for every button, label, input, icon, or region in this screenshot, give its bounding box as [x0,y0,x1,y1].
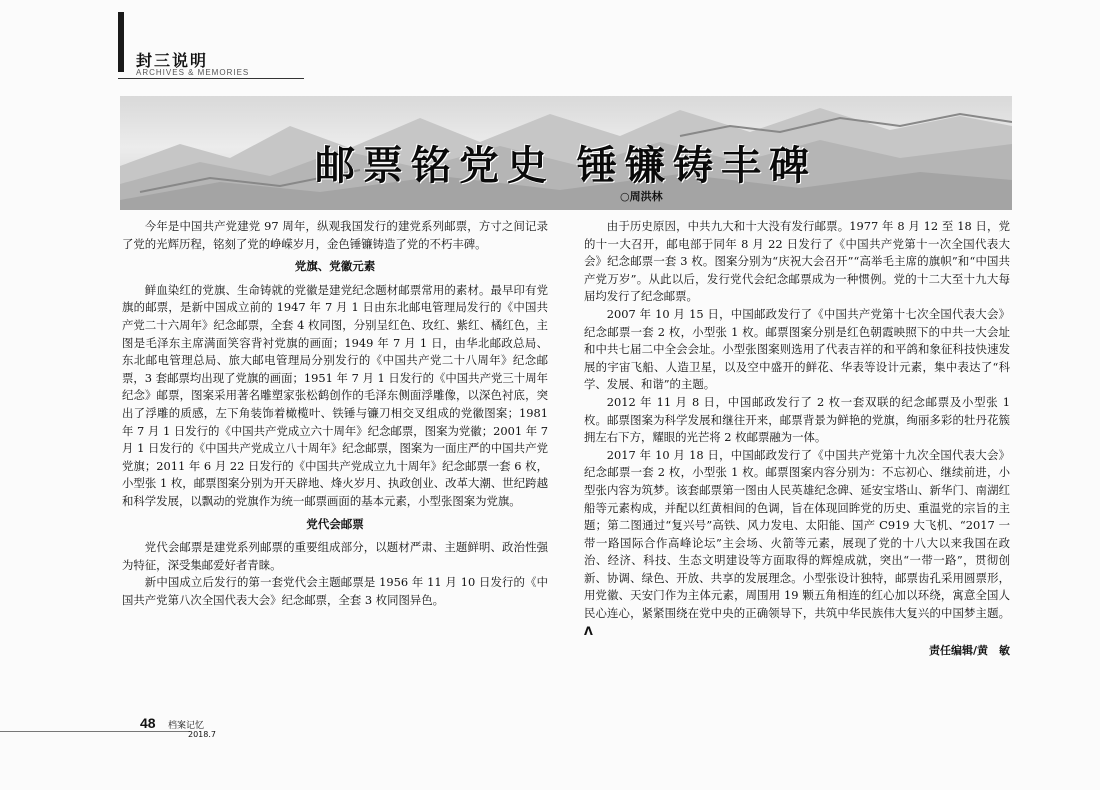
paragraph: 鲜血染红的党旗、生命铸就的党徽是建党纪念题材邮票常用的素材。最早印有党旗的邮票，是新中国成立前的 1947 年 7 月 1 日由东北邮电管理局发行的《中国共产党二十六周年》纪念邮票，全套 4 枚同图，分别呈红色、玫红、紫红、橘红色，主图是毛泽东主席满面笑容背衬党旗的画面；1949 年 7 月 1 日，由华北邮政总局、东北邮电管理总局、旅大邮电管理局分别发行的《中国共产党二十八周年》纪念邮票，3 套邮票均出现了党旗的画面；1951 年 7 月 1 日发行的《中国共产党三十周年纪念》邮票，图案采用著名雕塑家张松鹤创作的毛泽东侧面浮雕像，以深色衬底，突出了浮雕的质感，左下角装饰着橄榄叶、铁锤与镰刀相交叉组成的党徽图案；1981 年 7 月 1 日发行的《中国共产党成立六十周年》纪念邮票，图案为党徽；2001 年 7 月 1 日发行的《中国共产党成立八十周年》纪念邮票，图案为一面庄严的中国共产党党旗；2011 年 6 月 22 日发行的《中国共产党成立九十周年》纪念邮票一套 6 枚，小型张 1 枚，邮票图案分别为开天辟地、烽火岁月、执政创业、改革大潮、世纪跨越和科学发展，以飘动的党旗作为统一邮票画面的基本元素，小型张图案为党旗。 [122,282,548,508]
right-column [584,218,1010,660]
paragraph: 由于历史原因，中共九大和十大没有发行邮票。1977 年 8 月 12 至 18 日，党的十一大召开，邮电部于同年 8 月 22 日发行了《中国共产党第十一次全国代表大会》纪念邮票一套 3 枚。图案分别为“庆祝大会召开”“高举毛主席的旗帜”和“中国共产党万岁”。从此以后，发行党代会纪念邮票成为一种惯例。党的十二大至十九大每届均发行了纪念邮票。 [584,219,1010,304]
end-mark: Λ [584,623,593,638]
page-number: 48 [140,715,156,731]
header-rule [118,78,304,79]
section-title: 封三说明 [136,51,209,70]
title-banner [120,96,1012,210]
footer-rule [0,731,190,732]
responsible-editor: 责任编辑/黄 敏 [928,644,1010,658]
paragraph: 今年是中国共产党建党 97 周年，纵观我国发行的建党系列邮票，方寸之间记录了党的光辉历程，铭刻了党的峥嵘岁月，金色锤镰铸造了党的不朽丰碑。 [122,219,548,251]
paragraph: 党代会邮票是建党系列邮票的重要组成部分，以题材严肃、主题鲜明、政治性强为特征，深受集邮爱好者青睐。 [122,540,548,572]
paragraph-text: 2017 年 10 月 18 日，中国邮政发行了《中国共产党第十九次全国代表大会》纪念邮票一套 2 枚，小型张 1 枚。邮票图案内容分别为：不忘初心、继续前进，小型张内容为筑梦。该套邮票第一图由人民英雄纪念碑、延安宝塔山、新华门、南湖红船等元素构成，并配以红黄相间的色调，旨在体现回眸党的历史、重温党的宗旨的主题；第二图通过“复兴号”高铁、风力发电、太阳能、国产 C919 大飞机、“2017 一带一路国际合作高峰论坛”主会场、火箭等元素，展现了党的十八大以来我国在政治、经济、科技、生态文明建设等方面取得的辉煌成就，突出“一带一路”，贯彻创新、协调、绿色、开放、共享的发展理念。小型张设计独特，邮票齿孔采用圆票形，用党徽、天安门作为主体元素，周围用 19 颗五角相连的红心加以环绕，寓意全国人民心连心，紧紧围绕在党中央的正确领导下，共筑中华民族伟大复兴的中国梦主题。 [584,447,1010,621]
paragraph-last [584,447,1010,641]
paragraph: 2012 年 11 月 8 日，中国邮政发行了 2 枚一套双联的纪念邮票及小型张 1 枚。邮票图案为科学发展和继往开来，邮票背景为鲜艳的党旗，绚丽多彩的牡丹花簇拥左右下方，耀眼的光芒将 2 枚邮票融为一体。 [584,394,1010,445]
subheading-congress-stamps: 党代会邮票 [306,516,364,531]
left-column [122,218,548,609]
paragraph: 新中国成立后发行的第一套党代会主题邮票是 1956 年 11 月 10 日发行的《中国共产党第八次全国代表大会》纪念邮票，全套 3 枚同图异色。 [122,575,548,607]
section-subtitle: ARCHIVES & MEMORIES [136,68,250,77]
paragraph: 2007 年 10 月 15 日，中国邮政发行了《中国共产党第十七次全国代表大会》纪念邮票一套 2 枚，小型张 1 枚。邮票图案分别是红色朝霞映照下的中共一大会址和中共七届二中全会会址。小型张图案则选用了代表吉祥的和平鸽和象征科技快速发展的宇宙飞船、人造卫星，以及空中盛开的鲜花、华表等设计元素，集中表达了“科学、发展、和谐”的主题。 [584,306,1010,392]
author-byline: ○周洪林 [620,190,663,203]
article-title: 邮票铭党史 锤镰铸丰碑 [315,142,817,189]
issue-number: 2018.7 [188,730,216,739]
margin-bar [118,12,124,72]
subheading-party-flag: 党旗、党徽元素 [294,259,376,274]
journal-name: 档案记忆 [168,721,205,731]
